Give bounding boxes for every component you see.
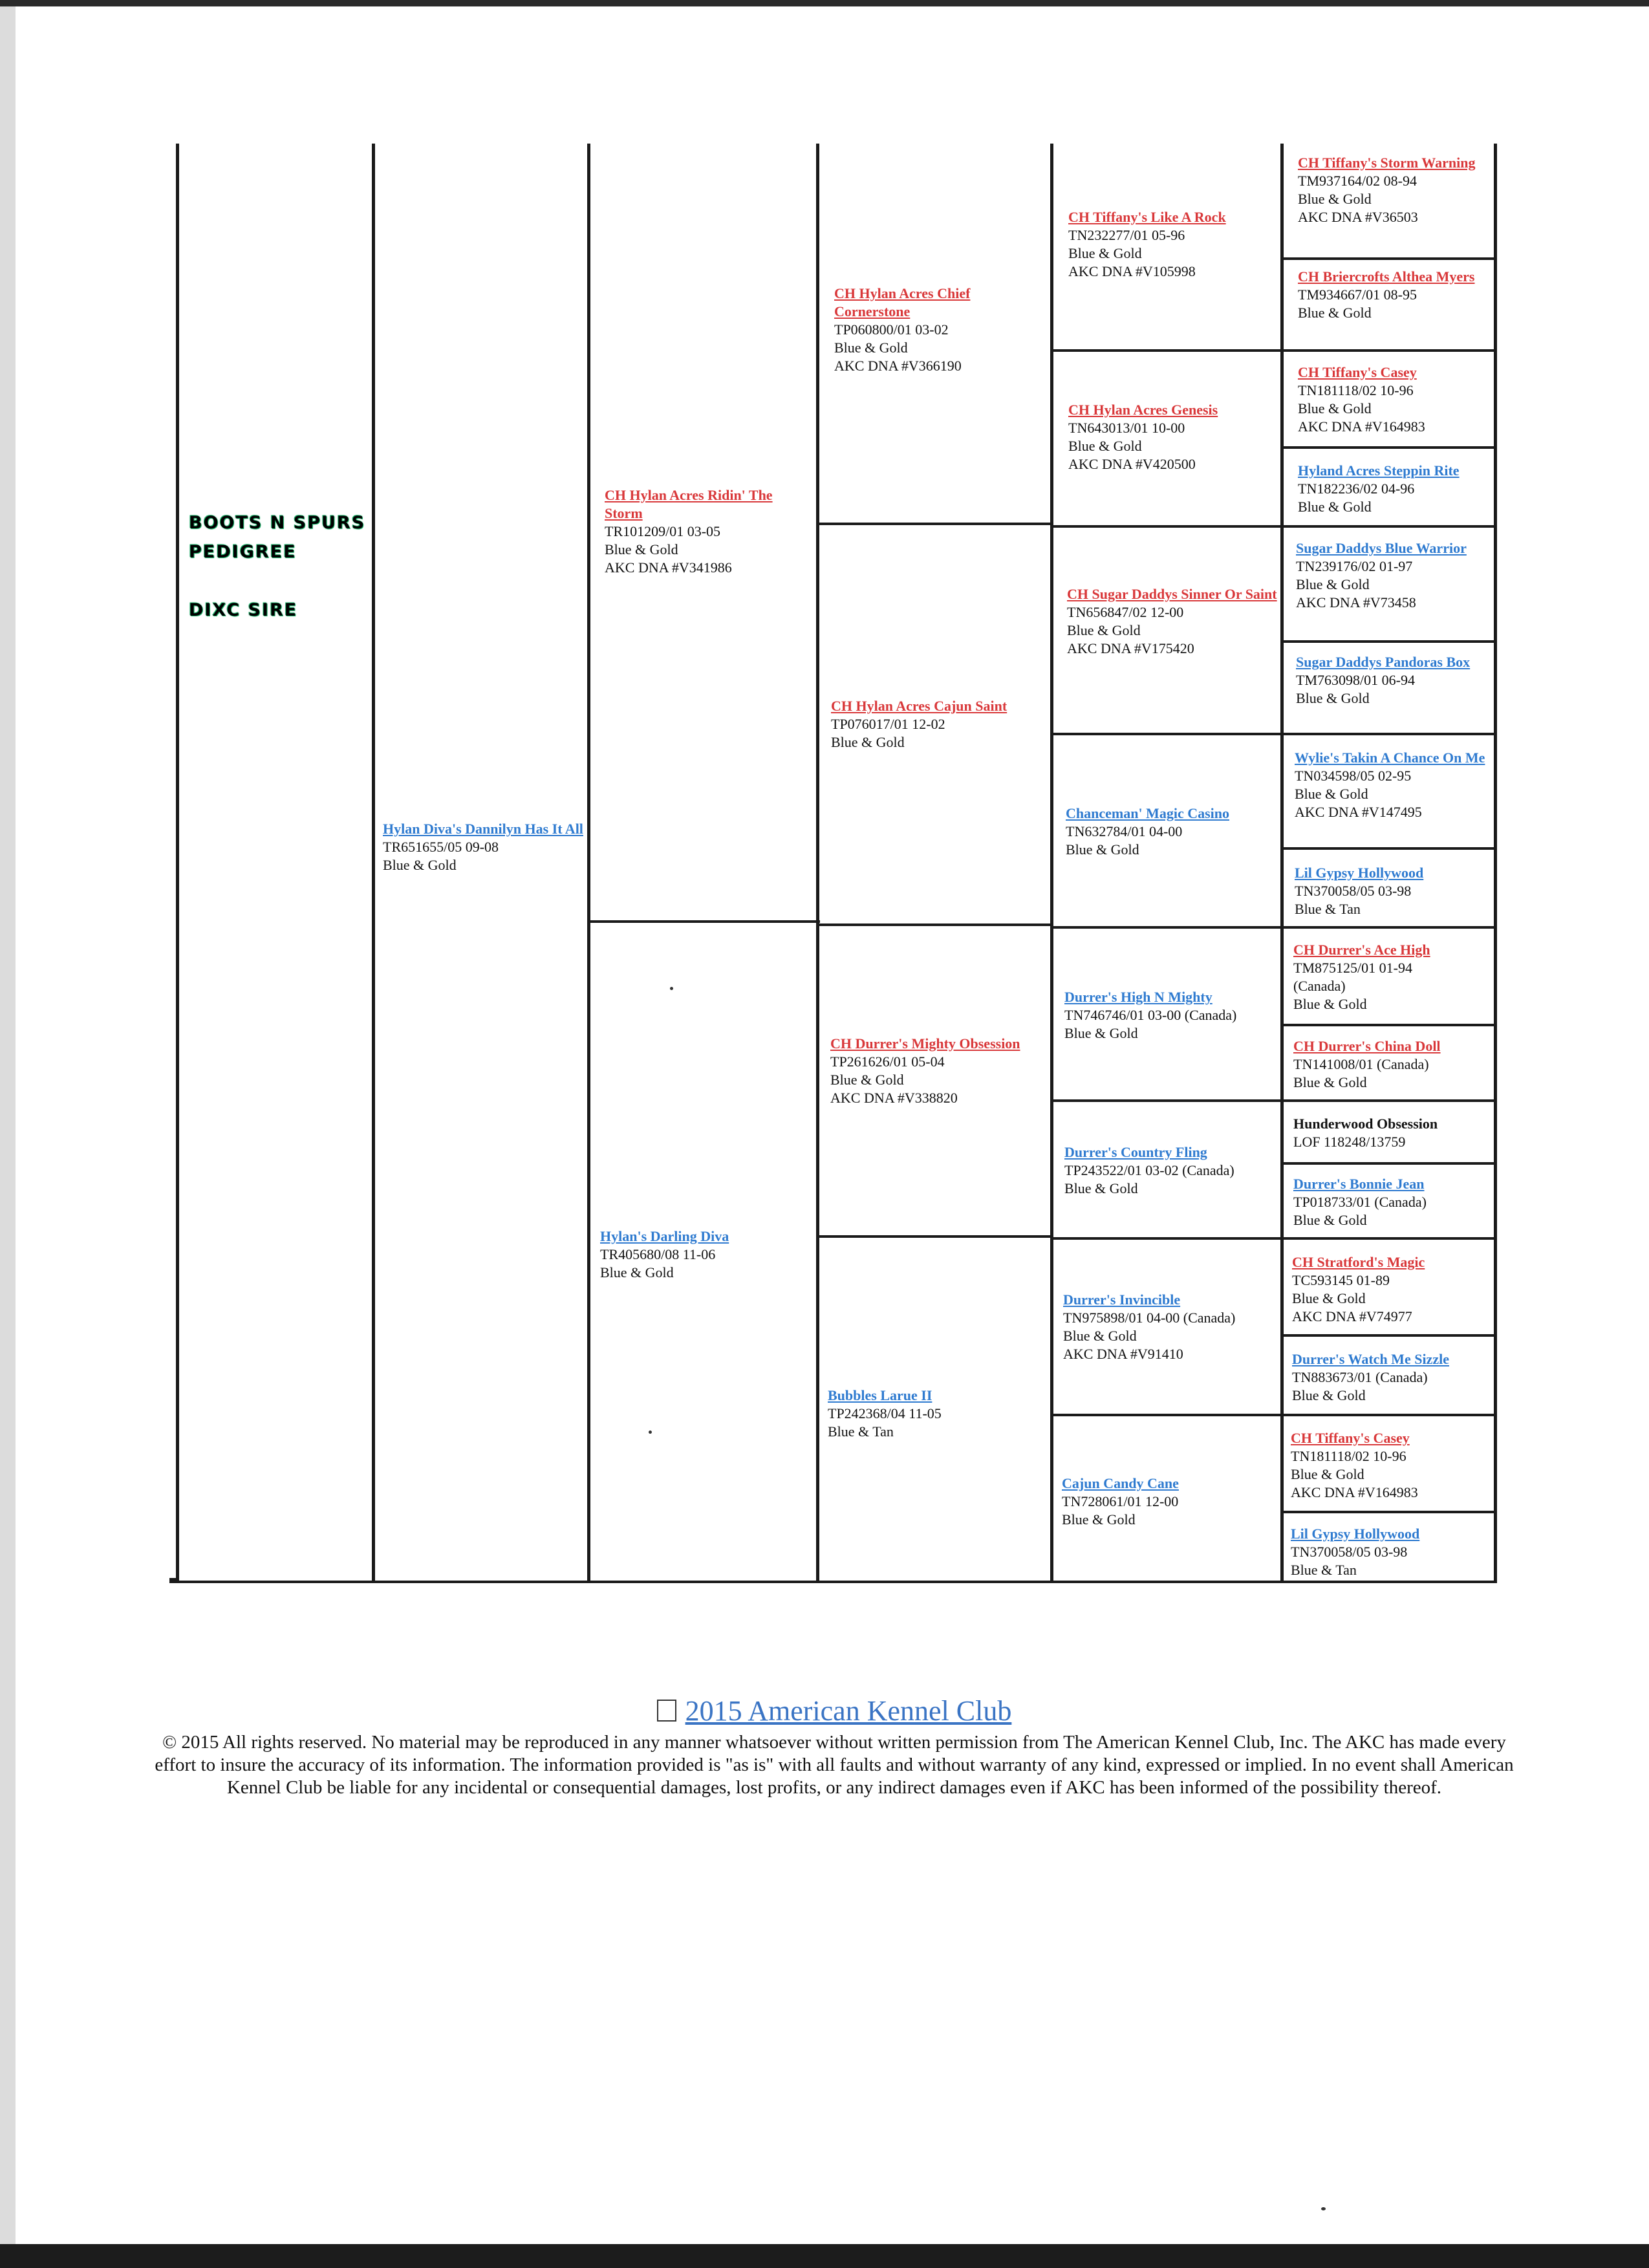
gen4-divider <box>1050 1237 1283 1240</box>
gen3-color: Blue & Gold <box>831 734 905 750</box>
scan-edge-left <box>0 6 16 2268</box>
dog-reg: TR651655/05 09-08 <box>383 839 499 855</box>
column-line <box>1494 144 1497 1583</box>
dam-reg: TR405680/08 11-06 <box>600 1246 716 1262</box>
gen3-color: Blue & Gold <box>830 1072 904 1088</box>
gen5-entry <box>1298 462 1492 516</box>
gen5-dna: AKC DNA #V164983 <box>1298 418 1425 435</box>
gen4-color: Blue & Gold <box>1064 1025 1138 1041</box>
gen5-entry <box>1293 941 1487 1013</box>
scan-edge-bottom <box>0 2244 1649 2268</box>
gen5-reg: TN181118/02 10-96 <box>1291 1448 1406 1464</box>
pedigree-dog <box>383 820 583 874</box>
title-line-3: DIXC SIRE <box>189 600 298 620</box>
footer-heading <box>149 1694 1520 1727</box>
gen4-entry <box>1068 208 1275 281</box>
scan-edge-top <box>0 0 1649 6</box>
gen5-color: Blue & Gold <box>1295 786 1368 802</box>
gen3-entry <box>830 1035 1044 1107</box>
gen3-dna: AKC DNA #V366190 <box>834 358 962 374</box>
gen5-color: Blue & Gold <box>1298 305 1372 321</box>
gen5-color: Blue & Gold <box>1293 1212 1367 1228</box>
gen5-color: Blue & Gold <box>1298 400 1372 416</box>
gen5-color: Blue & Gold <box>1291 1466 1364 1482</box>
gen4-divider <box>1050 926 1283 929</box>
gen4-reg: TN746746/01 03-00 (Canada) <box>1064 1007 1237 1023</box>
sire-dna: AKC DNA #V341986 <box>605 559 732 576</box>
gen5-color: Blue & Gold <box>1296 690 1370 706</box>
gen5-entry <box>1293 1115 1487 1151</box>
gen5-name-link[interactable]: Sugar Daddys Blue Warrior <box>1296 540 1467 556</box>
pedigree-dam <box>600 1227 807 1282</box>
gen5-divider <box>1280 733 1497 735</box>
gen4-entry <box>1064 1143 1278 1198</box>
gen4-dna: AKC DNA #V105998 <box>1068 263 1196 279</box>
gen5-name-link[interactable]: CH Durrer's China Doll <box>1293 1038 1441 1054</box>
gen5-dna: AKC DNA #V164983 <box>1291 1484 1418 1500</box>
copyright-footer <box>149 1694 1520 1799</box>
checkbox-glyph-icon <box>657 1700 676 1722</box>
gen4-color: Blue & Gold <box>1062 1511 1136 1528</box>
gen3-entry <box>831 697 1048 751</box>
gen4-reg: TN643013/01 10-00 <box>1068 420 1185 436</box>
gen5-entry <box>1291 1525 1485 1579</box>
gen5-name-link[interactable]: Wylie's Takin A Chance On Me <box>1295 750 1485 766</box>
gen5-color: Blue & Gold <box>1292 1387 1366 1403</box>
gen5-reg: TN181118/02 10-96 <box>1298 382 1414 398</box>
gen5-divider <box>1280 1162 1497 1165</box>
gen5-divider <box>1280 525 1497 528</box>
gen4-color: Blue & Gold <box>1066 841 1139 858</box>
gen5-name-link[interactable]: CH Briercrofts Althea Myers <box>1298 268 1475 285</box>
gen4-divider <box>1050 1099 1283 1102</box>
gen5-name-link[interactable]: Durrer's Bonnie Jean <box>1293 1176 1425 1192</box>
gen5-dna: AKC DNA #V36503 <box>1298 209 1418 225</box>
gen5-reg: TM875125/01 01-94 <box>1293 960 1412 976</box>
gen4-divider <box>1050 1414 1283 1416</box>
sire-name-link[interactable]: CH Hylan Acres Ridin' The Storm <box>605 487 773 521</box>
gen5-divider <box>1280 1237 1497 1240</box>
gen4-color: Blue & Gold <box>1068 438 1142 454</box>
gen2-divider <box>587 920 820 923</box>
gen5-reg: TP018733/01 (Canada) <box>1293 1194 1427 1210</box>
column-line <box>372 144 375 1583</box>
gen3-entry <box>828 1387 1041 1441</box>
gen3-divider <box>816 923 1053 926</box>
gen3-reg: TP076017/01 12-02 <box>831 716 945 732</box>
sire-color: Blue & Gold <box>605 541 678 557</box>
gen5-color: Blue & Gold <box>1298 191 1372 207</box>
gen5-entry <box>1293 1037 1487 1092</box>
gen5-color: Blue & Gold <box>1298 499 1372 515</box>
gen5-extra: (Canada) <box>1293 978 1346 994</box>
gen5-dna: AKC DNA #V74977 <box>1292 1308 1412 1324</box>
chart-bottom-border <box>169 1581 1497 1583</box>
gen3-entry <box>834 285 1048 375</box>
gen5-reg: TN239176/02 01-97 <box>1296 558 1413 574</box>
pedigree-sire <box>605 486 812 577</box>
gen4-reg: TN632784/01 04-00 <box>1066 823 1183 839</box>
column-line <box>1280 144 1284 1583</box>
copyright-text: © 2015 All rights reserved. No material may be reproduced in any manner whatsoever without written permission from The American Kennel Club, Inc. The AKC has made every effort to insure the accuracy of its information. The information provided is "as is" with all faults and without warranty of any kind, expressed or implied. In no event shall American Kennel Club be liable for any incidental or consequential damages, lost profits, or any indirect damages even if AKC has been informed of the possibility thereof. <box>155 1732 1514 1798</box>
gen5-entry <box>1298 268 1492 322</box>
gen4-entry <box>1063 1291 1277 1363</box>
gen4-entry <box>1066 805 1276 859</box>
gen4-dna: AKC DNA #V175420 <box>1067 640 1194 656</box>
gen4-name-link[interactable]: Durrer's Country Fling <box>1064 1144 1207 1160</box>
gen5-name-link[interactable]: CH Tiffany's Storm Warning <box>1298 155 1476 171</box>
gen5-dna: AKC DNA #V73458 <box>1296 594 1416 610</box>
gen5-name-link[interactable]: Durrer's Watch Me Sizzle <box>1292 1351 1449 1367</box>
gen5-name-link[interactable]: Lil Gypsy Hollywood <box>1295 865 1424 881</box>
gen5-entry <box>1292 1350 1486 1405</box>
gen3-color: Blue & Gold <box>834 340 908 356</box>
gen4-name-link[interactable]: CH Hylan Acres Genesis <box>1068 402 1218 418</box>
gen5-reg: TN370058/05 03-98 <box>1291 1544 1408 1560</box>
gen5-name-link[interactable]: CH Durrer's Ace High <box>1293 942 1430 958</box>
scan-speck <box>1321 2207 1326 2210</box>
gen5-name-link[interactable]: Hyland Acres Steppin Rite <box>1298 462 1460 479</box>
gen4-entry <box>1062 1474 1275 1529</box>
gen5-color: Blue & Tan <box>1291 1562 1357 1578</box>
gen5-divider <box>1280 847 1497 850</box>
column-line <box>587 144 590 1583</box>
gen5-reg: TN141008/01 (Canada) <box>1293 1056 1429 1072</box>
gen3-dna: AKC DNA #V338820 <box>830 1090 958 1106</box>
gen4-entry <box>1067 585 1277 658</box>
gen4-entry <box>1064 988 1278 1042</box>
gen4-color: Blue & Gold <box>1067 622 1141 638</box>
gen4-divider <box>1050 525 1283 528</box>
column-line <box>1050 144 1053 1583</box>
gen4-name-link[interactable]: CH Sugar Daddys Sinner Or Saint <box>1067 586 1277 602</box>
gen5-divider <box>1280 926 1497 929</box>
gen3-reg: TP060800/01 03-02 <box>834 321 949 338</box>
scan-speck <box>649 1431 652 1434</box>
gen5-entry <box>1296 653 1490 707</box>
gen5-divider <box>1280 1099 1497 1102</box>
gen4-name-link[interactable]: Durrer's High N Mighty <box>1064 989 1212 1005</box>
gen5-entry <box>1291 1429 1485 1502</box>
gen4-name-link[interactable]: Durrer's Invincible <box>1063 1291 1181 1308</box>
gen3-color: Blue & Tan <box>828 1423 894 1440</box>
column-line <box>816 144 819 1583</box>
gen4-reg: TN728061/01 12-00 <box>1062 1493 1179 1509</box>
dam-color: Blue & Gold <box>600 1264 674 1280</box>
gen4-reg: TN656847/02 12-00 <box>1067 604 1184 620</box>
gen4-color: Blue & Gold <box>1064 1180 1138 1196</box>
gen5-color: Blue & Gold <box>1292 1290 1366 1306</box>
scan-speck <box>670 987 673 990</box>
gen5-entry <box>1295 864 1489 918</box>
gen5-name-link[interactable]: Sugar Daddys Pandoras Box <box>1296 654 1471 670</box>
gen5-divider <box>1280 349 1497 352</box>
gen3-divider <box>816 523 1053 525</box>
gen5-reg: TM937164/02 08-94 <box>1298 173 1417 189</box>
column-line <box>1494 1581 1497 1583</box>
dog-name-link[interactable]: Hylan Diva's Dannilyn Has It All <box>383 821 583 837</box>
dam-name-link[interactable]: Hylan's Darling Diva <box>600 1228 729 1244</box>
gen5-reg: TM763098/01 06-94 <box>1296 672 1415 688</box>
gen3-divider <box>816 1235 1053 1238</box>
gen5-entry <box>1293 1175 1487 1229</box>
gen4-name-link[interactable]: Chanceman' Magic Casino <box>1066 805 1229 821</box>
gen4-divider <box>1050 349 1283 352</box>
gen5-reg: TN883673/01 (Canada) <box>1292 1369 1428 1385</box>
gen4-name-link[interactable]: Cajun Candy Cane <box>1062 1475 1179 1491</box>
gen4-reg: TP243522/01 03-02 (Canada) <box>1064 1162 1234 1178</box>
gen5-color: Blue & Tan <box>1295 901 1361 917</box>
gen4-entry <box>1068 401 1275 473</box>
gen5-reg: TN370058/05 03-98 <box>1295 883 1412 899</box>
gen5-reg: TM934667/01 08-95 <box>1298 286 1417 303</box>
gen5-divider <box>1280 640 1497 643</box>
dog-color: Blue & Gold <box>383 857 457 873</box>
gen5-name: Hunderwood Obsession <box>1293 1116 1438 1132</box>
gen4-name-link[interactable]: CH Tiffany's Like A Rock <box>1068 209 1226 225</box>
gen5-divider <box>1280 446 1497 449</box>
gen5-dna: AKC DNA #V147495 <box>1295 804 1422 820</box>
gen4-divider <box>1050 733 1283 735</box>
gen5-divider <box>1280 1414 1497 1416</box>
gen4-reg: TN975898/01 04-00 (Canada) <box>1063 1310 1236 1326</box>
gen5-name-link[interactable]: CH Tiffany's Casey <box>1291 1430 1410 1446</box>
gen5-entry <box>1292 1253 1486 1326</box>
sire-reg: TR101209/01 03-05 <box>605 523 721 539</box>
gen4-dna: AKC DNA #V91410 <box>1063 1346 1183 1362</box>
gen3-reg: TP261626/01 05-04 <box>830 1053 945 1070</box>
gen5-divider <box>1280 257 1497 260</box>
gen3-name-link[interactable]: CH Hylan Acres Cajun Saint <box>831 698 1008 714</box>
title-line-2: PEDIGREE <box>189 542 297 562</box>
akc-link[interactable]: 2015 American Kennel Club <box>685 1695 1012 1727</box>
gen5-reg: TC593145 01-89 <box>1292 1272 1390 1288</box>
gen3-name-link[interactable]: CH Hylan Acres Chief Cornerstone <box>834 285 971 319</box>
gen5-divider <box>1280 1024 1497 1026</box>
gen4-dna: AKC DNA #V420500 <box>1068 456 1196 472</box>
gen3-name-link[interactable]: Bubbles Larue II <box>828 1387 932 1403</box>
gen5-reg: TN034598/05 02-95 <box>1295 768 1412 784</box>
gen5-color: Blue & Gold <box>1293 996 1367 1012</box>
gen4-color: Blue & Gold <box>1068 245 1142 261</box>
gen5-entry <box>1298 363 1492 436</box>
gen4-color: Blue & Gold <box>1063 1328 1137 1344</box>
gen5-reg: LOF 118248/13759 <box>1293 1134 1406 1150</box>
title-line-1: BOOTS N SPURS <box>189 513 366 533</box>
gen4-reg: TN232277/01 05-96 <box>1068 227 1185 243</box>
gen3-reg: TP242368/04 11-05 <box>828 1405 942 1421</box>
gen5-reg: TN182236/02 04-96 <box>1298 481 1415 497</box>
gen5-name-link[interactable]: CH Stratford's Magic <box>1292 1254 1425 1270</box>
gen5-entry <box>1298 154 1492 226</box>
gen5-entry <box>1295 749 1489 821</box>
gen5-divider <box>1280 1334 1497 1337</box>
gen3-name-link[interactable]: CH Durrer's Mighty Obsession <box>830 1035 1020 1052</box>
gen5-entry <box>1296 539 1490 612</box>
gen5-divider <box>1280 1511 1497 1513</box>
gen5-name-link[interactable]: Lil Gypsy Hollywood <box>1291 1526 1420 1542</box>
gen5-name-link[interactable]: CH Tiffany's Casey <box>1298 364 1417 380</box>
column-line <box>176 144 179 1583</box>
gen5-color: Blue & Gold <box>1293 1074 1367 1090</box>
gen5-color: Blue & Gold <box>1296 576 1370 592</box>
